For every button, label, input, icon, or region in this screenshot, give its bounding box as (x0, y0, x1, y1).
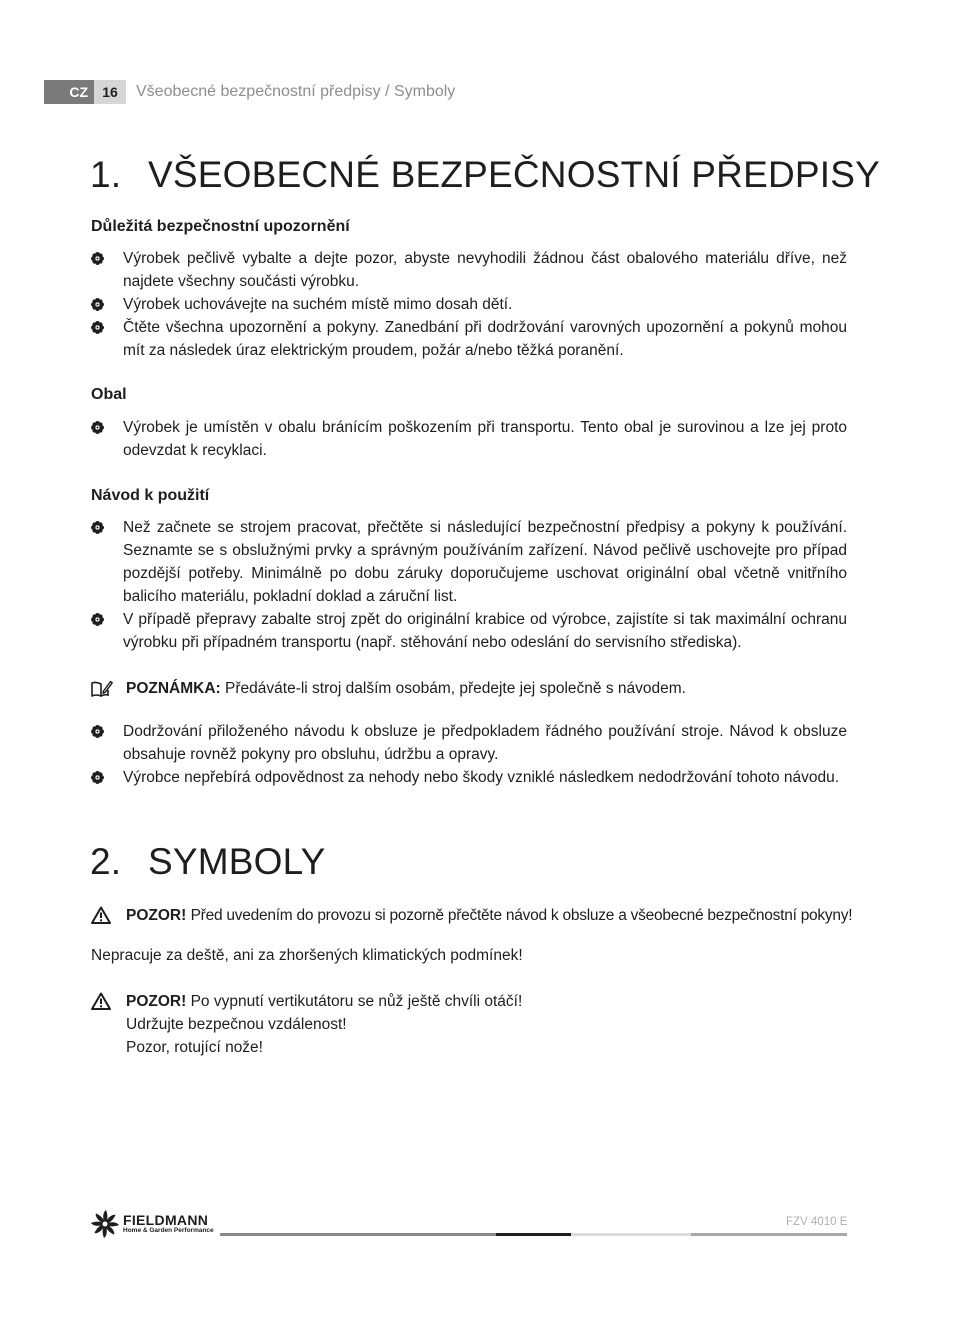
language-tab: CZ (44, 80, 94, 104)
section-1-number: 1. (90, 154, 122, 195)
bullet-icon (91, 252, 104, 265)
list-item: Čtěte všechna upozornění a pokyny. Zanedbání při dodržování varovných upozornění a pokynů mohou mít za následek úraz elektrickým proudem, požár a/nebo těžká poranění. (91, 316, 847, 362)
list-item: V případě přepravy zabalte stroj zpět do originální krabice od výrobce, zajistíte si tak maximální ochranu výrobku při případném transportu (např. stěhování nebo odeslání do servisního střediska). (91, 608, 847, 654)
page-header (44, 80, 455, 104)
page-number: 16 (94, 80, 126, 104)
manual-heading: Návod k použití (91, 487, 210, 504)
packaging-heading: Obal (91, 386, 127, 403)
rain-warning-text: Nepracuje za deště, ani za zhoršených klimatických podmínek! (91, 947, 523, 964)
list-item: Než začnete se strojem pracovat, přečtěte si následující bezpečnostní předpisy a pokyny k používání. Seznamte se s obslužnými prvky a správným používáním zařízení. Návod pečlivě uschovejte pro případ pozdější potřeby. Minimálně po dobu záruky doporučujeme uschovat originální obal včetně vnitřního balicího materiálu, pokladní doklad a záruční list. (91, 516, 847, 608)
list-item: Výrobce nepřebírá odpovědnost za nehody nebo škody vzniklé následkem nedodržování tohoto návodu. (91, 766, 847, 789)
warning-triangle-icon (91, 906, 111, 924)
important-heading: Důležitá bezpečnostní upozornění (91, 218, 350, 235)
manual-list (91, 516, 847, 654)
section-1-heading (90, 154, 880, 196)
section-1-title: VŠEOBECNÉ BEZPEČNOSTNÍ PŘEDPISY (148, 154, 880, 195)
footer-bar-segment (496, 1233, 571, 1236)
important-list (91, 247, 847, 362)
running-title: Všeobecné bezpečnostní předpisy / Symboly (136, 83, 456, 100)
fieldmann-flower-logo-icon (90, 1209, 120, 1239)
note-label: POZNÁMKA: (126, 680, 221, 697)
open-book-pencil-icon (91, 679, 113, 699)
list-item: Výrobek pečlivě vybalte a dejte pozor, abyste nevyhodili žádnou část obalového materiálu dříve, než najdete všechny součásti výrobku. (91, 247, 847, 293)
warning-triangle-icon (91, 992, 111, 1010)
bullet-icon (91, 613, 104, 626)
bullet-icon (91, 298, 104, 311)
brand-tagline: Home & Garden Performance (123, 1227, 214, 1234)
bullet-icon (91, 771, 104, 784)
bullet-icon (91, 521, 104, 534)
section-2-heading (90, 841, 326, 883)
footer-bar-segment (691, 1233, 847, 1236)
warning-read-manual: POZOR! Před uvedením do provozu si pozorně přečtěte návod k obsluze a všeobecné bezpečnostní pokyny! (91, 904, 851, 927)
fieldmann-logo (90, 1209, 214, 1239)
note-text: POZNÁMKA: Předáváte-li stroj dalším osobám, předejte jej společně s návodem. (126, 680, 686, 697)
bullet-icon (91, 321, 104, 334)
list-item: Výrobek uchovávejte na suchém místě mimo dosah dětí. (91, 293, 847, 316)
footer-bar-segment (220, 1233, 496, 1236)
bullet-icon (91, 421, 104, 434)
brand-name: FIELDMANN (123, 1212, 209, 1228)
final-list (91, 720, 847, 789)
warning-rotating-blades: POZOR! Po vypnutí vertikutátoru se nůž ještě chvíli otáčí! Udržujte bezpečnou vzdálenost! Pozor, rotující nože! (91, 990, 851, 1059)
note-block (91, 677, 847, 700)
bullet-icon (91, 725, 104, 738)
warning-label: POZOR! (126, 907, 187, 924)
warning-label: POZOR! (126, 993, 187, 1010)
section-2-title: SYMBOLY (148, 841, 326, 882)
model-number: FZV 4010 E (786, 1216, 848, 1228)
list-item: Výrobek je umístěn v obalu bránícím poškozením při transportu. Tento obal je surovinou a lze jej proto odevzdat k recyklaci. (91, 416, 847, 462)
list-item: Dodržování přiloženého návodu k obsluze je předpokladem řádného používání stroje. Návod k obsluze obsahuje rovněž pokyny pro obsluhu, údržbu a opravy. (91, 720, 847, 766)
footer-bar-segment (571, 1233, 691, 1236)
section-2-number: 2. (90, 841, 122, 882)
packaging-list (91, 416, 847, 462)
